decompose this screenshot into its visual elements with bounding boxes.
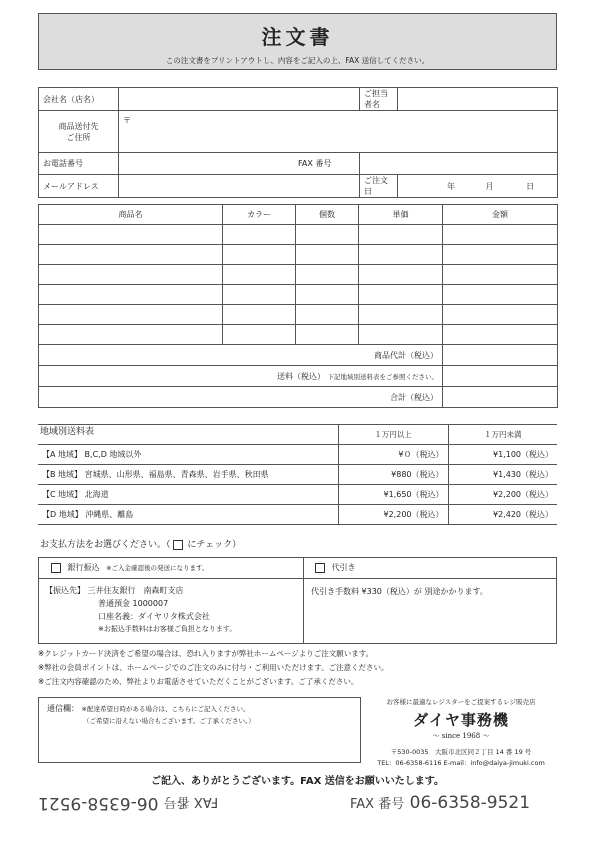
order-date-label: ご注文日 — [360, 175, 398, 198]
comm-line2: （ご希望に沿えない場合もございます。ご了承ください。） — [83, 717, 255, 725]
comm-line1: ※配達希望日時がある場合は、こちらにご記入ください。 — [81, 705, 250, 713]
rate-over: ¥2,200（税込） — [338, 505, 448, 525]
rate-over: ¥1,650（税込） — [338, 485, 448, 505]
company-since: 〜 since 1968 〜 — [432, 732, 490, 740]
email-field[interactable] — [119, 175, 360, 198]
shipping-label-cell — [39, 366, 443, 387]
rates-table — [38, 424, 557, 525]
rate-row — [38, 505, 557, 525]
items-table — [38, 204, 558, 408]
order-date-field[interactable] — [398, 175, 558, 198]
rate-row — [38, 445, 557, 465]
rate-under: ¥2,420（税込） — [448, 505, 557, 525]
bank-details-line: 普通預金 1000007 — [98, 599, 169, 608]
header-unit-price: 単価 — [359, 205, 443, 225]
item-row[interactable] — [39, 305, 558, 325]
item-row[interactable] — [39, 265, 558, 285]
note-item: ※クレジットカード決済をご希望の場合は、恐れ入りますが弊社ホームページよりご注文願います。 — [38, 649, 374, 658]
total-field[interactable] — [443, 387, 558, 408]
company-contact: TEL：06-6358-6116 E-mail：info@daiya-jimuki.com — [377, 759, 545, 767]
rate-under: ¥2,200（税込） — [448, 485, 557, 505]
payment-box — [38, 557, 557, 644]
fax-mirrored-number: 06-6358-9521 — [38, 793, 159, 813]
bank-checkbox[interactable] — [51, 563, 61, 573]
year-label: 年 — [447, 181, 455, 191]
email-label: メールアドレス — [39, 175, 119, 198]
contact-field[interactable] — [398, 88, 558, 111]
phone-label: お電話番号 — [39, 153, 119, 175]
shipping-label: 送料（税込） — [276, 371, 325, 381]
rate-row — [38, 485, 557, 505]
company-field[interactable] — [119, 88, 360, 111]
fax-label: FAX 番号 — [298, 159, 332, 168]
address-field[interactable] — [119, 111, 558, 153]
bank-option[interactable] — [51, 562, 209, 573]
rate-region: 【D 地域】 沖縄県、離島 — [38, 505, 338, 525]
fax-footer-label: FAX 番号 — [350, 797, 405, 812]
phone-field[interactable] — [119, 153, 360, 175]
shipping-field[interactable] — [443, 366, 558, 387]
company-address: 〒530-0035 大阪市北区同２丁目 14 番 19 号 — [390, 748, 532, 756]
company-name: ダイヤ事務機 — [413, 711, 509, 729]
subtotal-label: 商品代計（税込） — [39, 345, 443, 366]
fax-field[interactable] — [360, 153, 558, 175]
item-row[interactable] — [39, 225, 558, 245]
rate-row — [38, 465, 557, 485]
rate-under: ¥1,100（税込） — [448, 445, 557, 465]
page-title: 注文書 — [261, 25, 334, 49]
bank-details-line: 口座名義：ダイヤリタ株式会社 — [98, 612, 210, 621]
fax-footer — [350, 793, 530, 813]
order-form-header — [38, 13, 557, 70]
fax-mirrored-label: FAX 番号 — [163, 794, 219, 809]
postal-mark: 〒 — [123, 116, 131, 125]
comm-label: 通信欄： — [47, 704, 79, 713]
total-label: 合計（税込） — [39, 387, 443, 408]
item-row[interactable] — [39, 325, 558, 345]
subtotal-field[interactable] — [443, 345, 558, 366]
bank-note: ※ご入金確認後の発送になります。 — [106, 564, 209, 572]
shipping-note: 下記地域別送料表をご参照ください。 — [327, 372, 438, 381]
notes-list — [38, 647, 389, 689]
rate-under: ¥1,430（税込） — [448, 465, 557, 485]
payment-title — [40, 537, 241, 550]
note-item: ※弊社の会員ポイントは、ホームページでのご注文のみに付与・ご利用いただけます。ご注意ください。 — [38, 663, 389, 672]
cod-label: 代引き — [331, 563, 356, 572]
address-label — [39, 111, 119, 153]
cod-details: 代引き手数料 ¥330（税込）が 別途かかります。 — [311, 587, 488, 596]
comm-box[interactable] — [38, 697, 361, 763]
cod-checkbox[interactable] — [315, 563, 325, 573]
day-label: 日 — [526, 181, 535, 191]
thanks-message: ご記入、ありがとうございます。FAX 送信をお願いいたします。 — [150, 776, 444, 787]
rate-over: ¥０（税込） — [338, 445, 448, 465]
cod-option[interactable] — [315, 562, 356, 573]
header-color: カラー — [223, 205, 296, 225]
rate-region: 【B 地域】 宮城県、山形県、福島県、青森県、岩手県、秋田県 — [38, 465, 338, 485]
bank-label: 銀行振込 — [67, 563, 100, 572]
rate-region: 【C 地域】 北海道 — [38, 485, 338, 505]
address-label-line2: ご住所 — [66, 132, 91, 142]
company-tagline: お客様に最適なレジスターをご提案するレジ販売店 — [386, 698, 536, 706]
rate-col-over: １万円以上 — [338, 425, 448, 445]
rate-region: 【A 地域】 B,C,D 地域以外 — [38, 445, 338, 465]
address-label-line1: 商品送付先 — [58, 121, 99, 131]
items-header-row — [39, 205, 558, 225]
checkbox-icon — [173, 540, 183, 550]
bank-details-line: ※お振込手数料はお客様ご負担となります。 — [98, 625, 237, 633]
bank-details — [45, 584, 236, 636]
payment-title-end: にチェック） — [187, 540, 242, 550]
rates-title: 地域別送料表 — [40, 427, 95, 437]
customer-info-table — [38, 87, 558, 198]
header-amount: 金額 — [443, 205, 558, 225]
fax-mirrored — [38, 793, 218, 813]
header-product: 商品名 — [39, 205, 223, 225]
note-item: ※ご注文内容確認のため、弊社よりお電話させていただくことがございます。ご了承ください。 — [38, 677, 359, 686]
month-label: 月 — [485, 181, 494, 191]
item-row[interactable] — [39, 245, 558, 265]
item-row[interactable] — [39, 285, 558, 305]
contact-label: ご担当者名 — [360, 88, 398, 111]
page-subtitle: この注文書をプリントアウトし、内容をご記入の上、FAX 送信してください。 — [165, 56, 430, 65]
rate-over: ¥880（税込） — [338, 465, 448, 485]
header-quantity: 個数 — [296, 205, 359, 225]
company-label: 会社名（店名） — [39, 88, 119, 111]
fax-footer-number: 06-6358-9521 — [409, 793, 531, 813]
bank-details-line: 【振込先】 三井住友銀行 南森町支店 — [45, 586, 184, 595]
rate-col-under: １万円未満 — [448, 425, 557, 445]
company-block — [366, 697, 556, 767]
payment-title-text: お支払方法をお選びください。（ — [40, 540, 171, 550]
